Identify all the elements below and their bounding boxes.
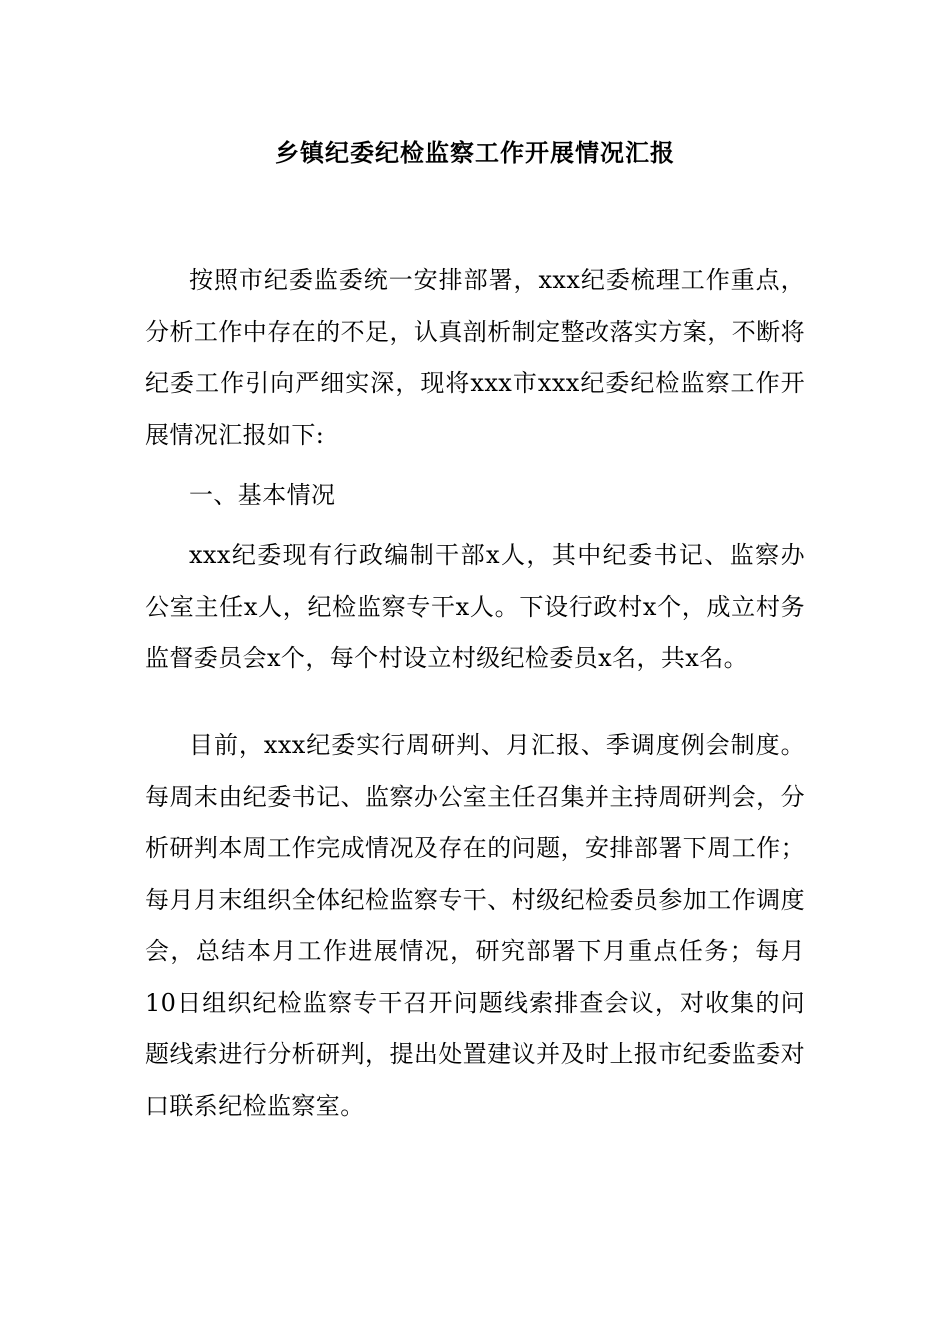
current-system-paragraph: 目前，xxx纪委实行周研判、月汇报、季调度例会制度。每周末由纪委书记、监察办公室主任召集并主持周研判会，分析研判本周工作完成情况及存在的问题，安排部署下周工作；每月月末组织全体纪检监察专干、村级纪检委员参加工作调度会，总结本月工作进展情况，研究部署下月重点任务；每月10日组织纪检监察专干召开问题线索排查会议，对收集的问题线索进行分析研判，提出处置建议并及时上报市纪委监委对口联系纪检监察室。 [145, 731, 805, 1120]
section-heading-basic: 一、基本情况 [189, 481, 336, 509]
document-title: 乡镇纪委纪检监察工作开展情况汇报 [275, 139, 675, 167]
basic-info-paragraph: xxx纪委现有行政编制干部x人，其中纪委书记、监察办公室主任x人，纪检监察专干x人。下设行政村x个，成立村务监督委员会x个，每个村设立村级纪检委员x名，共x名。 [145, 541, 805, 672]
intro-paragraph: 按照市纪委监委统一安排部署，xxx纪委梳理工作重点，分析工作中存在的不足，认真剖析制定整改落实方案，不断将纪委工作引向严细实深，现将xxx市xxx纪委纪检监察工作开展情况汇报如下: [145, 266, 805, 449]
